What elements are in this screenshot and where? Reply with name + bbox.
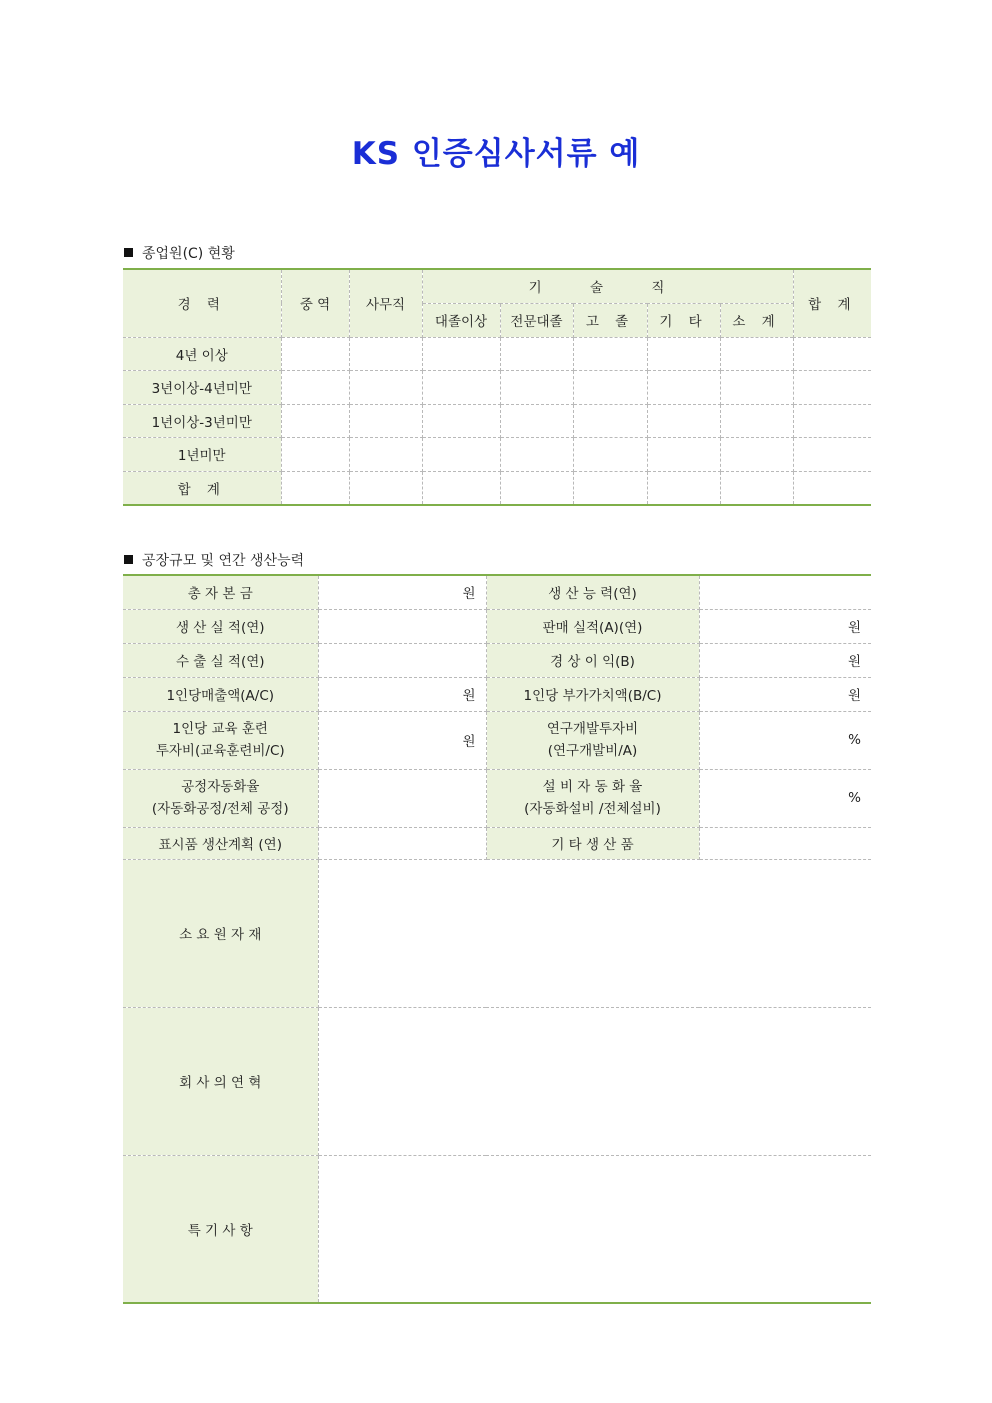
subheader: 기 타 — [647, 303, 720, 337]
row-label: 4년 이상 — [123, 337, 281, 370]
label-line: 1인당 교육 훈련 — [172, 721, 268, 737]
field-value[interactable]: 원 — [318, 711, 486, 769]
header-tech: 기 술 직 — [422, 269, 793, 303]
field-value[interactable] — [699, 575, 871, 609]
field-label-history: 회 사 의 연 혁 — [123, 1007, 318, 1155]
subheader: 대졸이상 — [422, 303, 500, 337]
subheader: 소 계 — [720, 303, 793, 337]
label-line: 연구개발투자비 — [546, 721, 639, 737]
field-label: 1인당 부가가치액(B/C) — [486, 677, 699, 711]
employee-table — [123, 268, 871, 506]
field-value[interactable]: 원 — [318, 677, 486, 711]
label-line: 투자비(교육훈련비/C) — [155, 743, 285, 759]
subheader: 전문대졸 — [500, 303, 573, 337]
field-label-materials: 소 요 원 자 재 — [123, 859, 318, 1007]
field-value[interactable] — [318, 609, 486, 643]
label-line: (연구개발비/A) — [547, 743, 638, 759]
field-value[interactable]: 원 — [318, 575, 486, 609]
square-bullet-icon — [124, 555, 133, 564]
row-label: 1년이상-3년미만 — [123, 404, 281, 437]
section-heading-factory — [124, 550, 304, 570]
square-bullet-icon — [124, 248, 133, 257]
field-label-notes: 특 기 사 항 — [123, 1155, 318, 1303]
field-label: 1인당매출액(A/C) — [123, 677, 318, 711]
field-value[interactable] — [699, 827, 871, 859]
section-heading-employees — [124, 243, 235, 263]
header-office: 사무직 — [349, 269, 422, 337]
field-label — [123, 769, 318, 827]
materials-area[interactable] — [318, 859, 871, 1007]
field-label: 경 상 이 익(B) — [486, 643, 699, 677]
row-label: 3년이상-4년미만 — [123, 370, 281, 404]
subheader: 고 졸 — [573, 303, 647, 337]
label-line: (자동화공정/전체 공정) — [151, 801, 289, 817]
field-value[interactable]: 원 — [699, 677, 871, 711]
field-value[interactable]: 원 — [699, 643, 871, 677]
field-value[interactable]: % — [699, 769, 871, 827]
section-heading-text: 종업원(C) 현황 — [142, 246, 235, 262]
header-career: 경 력 — [123, 269, 281, 337]
field-value[interactable] — [318, 827, 486, 859]
field-value[interactable]: 원 — [699, 609, 871, 643]
factory-table — [123, 574, 871, 1304]
label-line: 공정자동화율 — [181, 779, 260, 795]
field-label: 수 출 실 적(연) — [123, 643, 318, 677]
notes-area[interactable] — [318, 1155, 871, 1303]
field-label: 판매 실적(A)(연) — [486, 609, 699, 643]
field-label: 생 산 능 력(연) — [486, 575, 699, 609]
history-area[interactable] — [318, 1007, 871, 1155]
field-label — [486, 711, 699, 769]
label-line: 설 비 자 동 화 율 — [542, 779, 643, 795]
field-value[interactable] — [318, 769, 486, 827]
section-heading-text: 공장규모 및 연간 생산능력 — [142, 553, 305, 569]
label-line: (자동화설비 /전체설비) — [524, 801, 661, 817]
field-label — [123, 711, 318, 769]
header-labor: 중 역 — [281, 269, 349, 337]
field-label: 생 산 실 적(연) — [123, 609, 318, 643]
field-label: 표시품 생산계획 (연) — [123, 827, 318, 859]
field-label: 총 자 본 금 — [123, 575, 318, 609]
field-label: 기 타 생 산 품 — [486, 827, 699, 859]
field-value[interactable] — [318, 643, 486, 677]
page-title: KS 인증심사서류 예 — [351, 136, 641, 172]
field-label — [486, 769, 699, 827]
row-label: 합 계 — [123, 471, 281, 505]
row-label: 1년미만 — [123, 437, 281, 471]
field-value[interactable]: % — [699, 711, 871, 769]
header-total: 합 계 — [793, 269, 871, 337]
